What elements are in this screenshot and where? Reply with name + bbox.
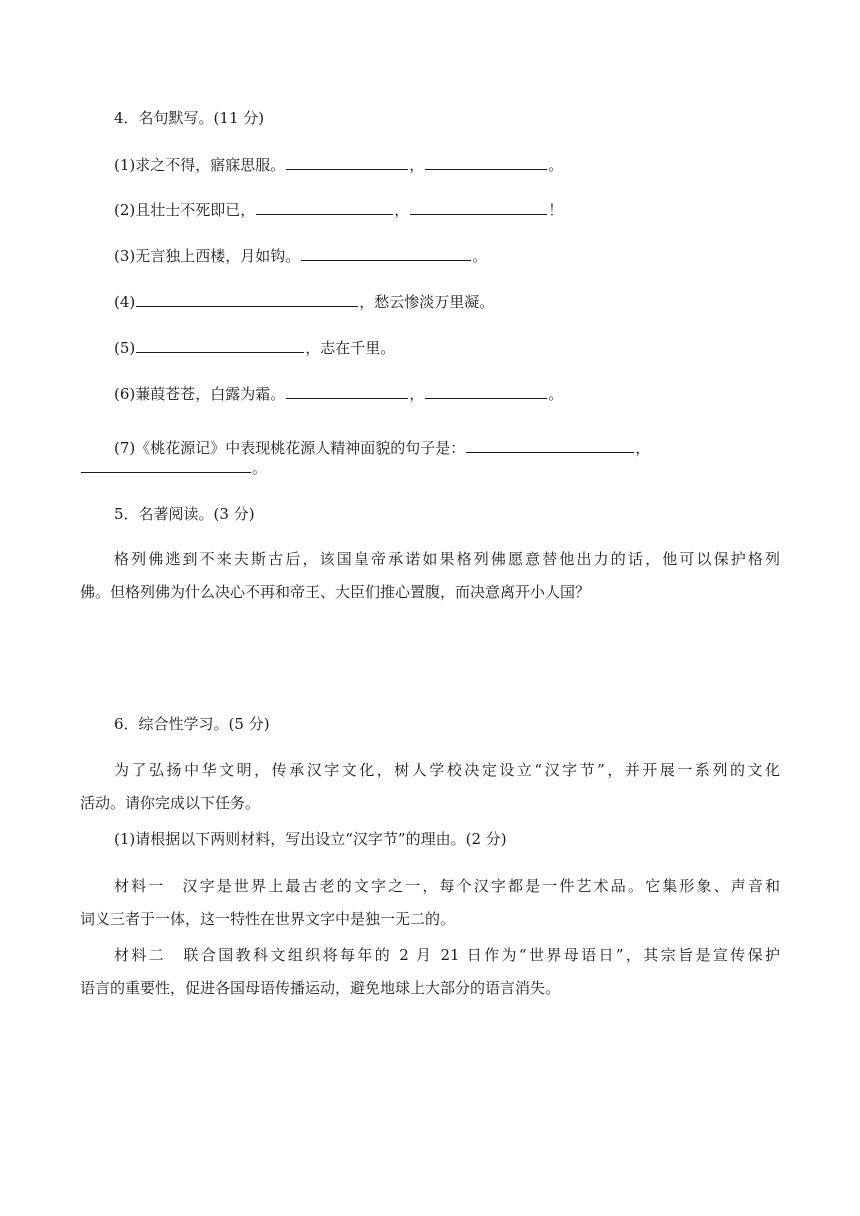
q4-item-3: [114, 245, 487, 267]
q6-intro-line-2: 活动。请你完成以下任务。: [80, 794, 261, 812]
material-2: [80, 944, 780, 1010]
q4-item-3-text: (3)无言独上西楼，月如钩。: [114, 247, 301, 265]
material-2-line-2: 语言的重要性，促进各国母语传播运动，避免地球上大部分的语言消失。: [80, 979, 561, 997]
q4-item-7-end: 。: [252, 459, 268, 477]
q5-answer-area[interactable]: [80, 610, 780, 700]
q4-item-5-text: ，志在千里。: [305, 339, 396, 357]
answer-blank[interactable]: [136, 292, 358, 307]
q6-intro-line-1: 为了弘扬中华文明，传承汉字文化，树人学校决定设立“汉字节”，并开展一系列的文化: [114, 761, 780, 779]
answer-blank[interactable]: [466, 438, 634, 453]
material-1: [80, 875, 780, 941]
q4-item-5: [114, 337, 395, 359]
answer-blank[interactable]: [286, 155, 408, 170]
q5-body-line-2: 佛。但格列佛为什么决心不再和帝王、大臣们推心置腹，而决意离开小人国？: [80, 583, 591, 601]
question-4-title: 4．名句默写。(11 分): [114, 109, 265, 127]
material-1-line-2: 词义三者于一体，这一特性在世界文字中是独一无二的。: [80, 910, 456, 928]
q4-item-2-text: (2)且壮士不死即已，: [114, 201, 256, 219]
q4-item-7-text: (7)《桃花源记》中表现桃花源人精神面貌的句子是：: [114, 439, 466, 457]
q4-item-3-end: 。: [472, 247, 488, 265]
q4-item-1-end: 。: [548, 156, 564, 174]
q4-item-2-end: ！: [548, 201, 564, 219]
q4-item-6-mid: ，: [409, 385, 425, 403]
q4-item-2-mid: ，: [394, 201, 410, 219]
material-2-line-1: 材料二 联合国教科文组织将每年的 2 月 21 日作为“世界母语日”，其宗旨是宣传保护: [114, 946, 780, 964]
material-1-line-1: 材料一 汉字是世界上最古老的文字之一，每个汉字都是一件艺术品。它集形象、声音和: [114, 877, 780, 895]
answer-blank[interactable]: [425, 155, 547, 170]
q4-item-1: [114, 154, 563, 176]
answer-blank[interactable]: [286, 384, 408, 399]
q6-answer-area[interactable]: [80, 1010, 780, 1180]
q5-body: [80, 548, 780, 614]
answer-blank[interactable]: [425, 384, 547, 399]
q4-item-7-mid: ，: [635, 439, 651, 457]
q4-item-4-number: (4): [114, 293, 136, 311]
answer-blank[interactable]: [136, 338, 304, 353]
q4-item-1-text: (1)求之不得，寤寐思服。: [114, 156, 286, 174]
q4-item-2: [114, 199, 563, 221]
q4-item-4: [114, 291, 494, 313]
q4-item-6: [114, 383, 563, 405]
question-6-title: 6．综合性学习。(5 分): [114, 715, 270, 733]
q4-item-7: [114, 437, 650, 459]
q4-item-4-text: ，愁云惨淡万里凝。: [359, 293, 495, 311]
q4-item-7-continued: [80, 457, 267, 479]
q5-body-line-1: 格列佛逃到不来夫斯古后，该国皇帝承诺如果格列佛愿意替他出力的话，他可以保护格列: [114, 550, 780, 568]
answer-blank[interactable]: [81, 458, 251, 473]
q4-item-6-text: (6)蒹葭苍苍，白露为霜。: [114, 385, 286, 403]
q6-intro: [80, 759, 780, 825]
answer-blank[interactable]: [301, 246, 471, 261]
question-5-title: 5．名著阅读。(3 分): [114, 505, 255, 523]
q4-item-5-number: (5): [114, 339, 136, 357]
answer-blank[interactable]: [410, 200, 547, 215]
q4-item-6-end: 。: [548, 385, 564, 403]
answer-blank[interactable]: [256, 200, 393, 215]
q4-item-1-mid: ，: [409, 156, 425, 174]
q6-task-1: (1)请根据以下两则材料，写出设立“汉字节”的理由。(2 分): [114, 830, 507, 848]
